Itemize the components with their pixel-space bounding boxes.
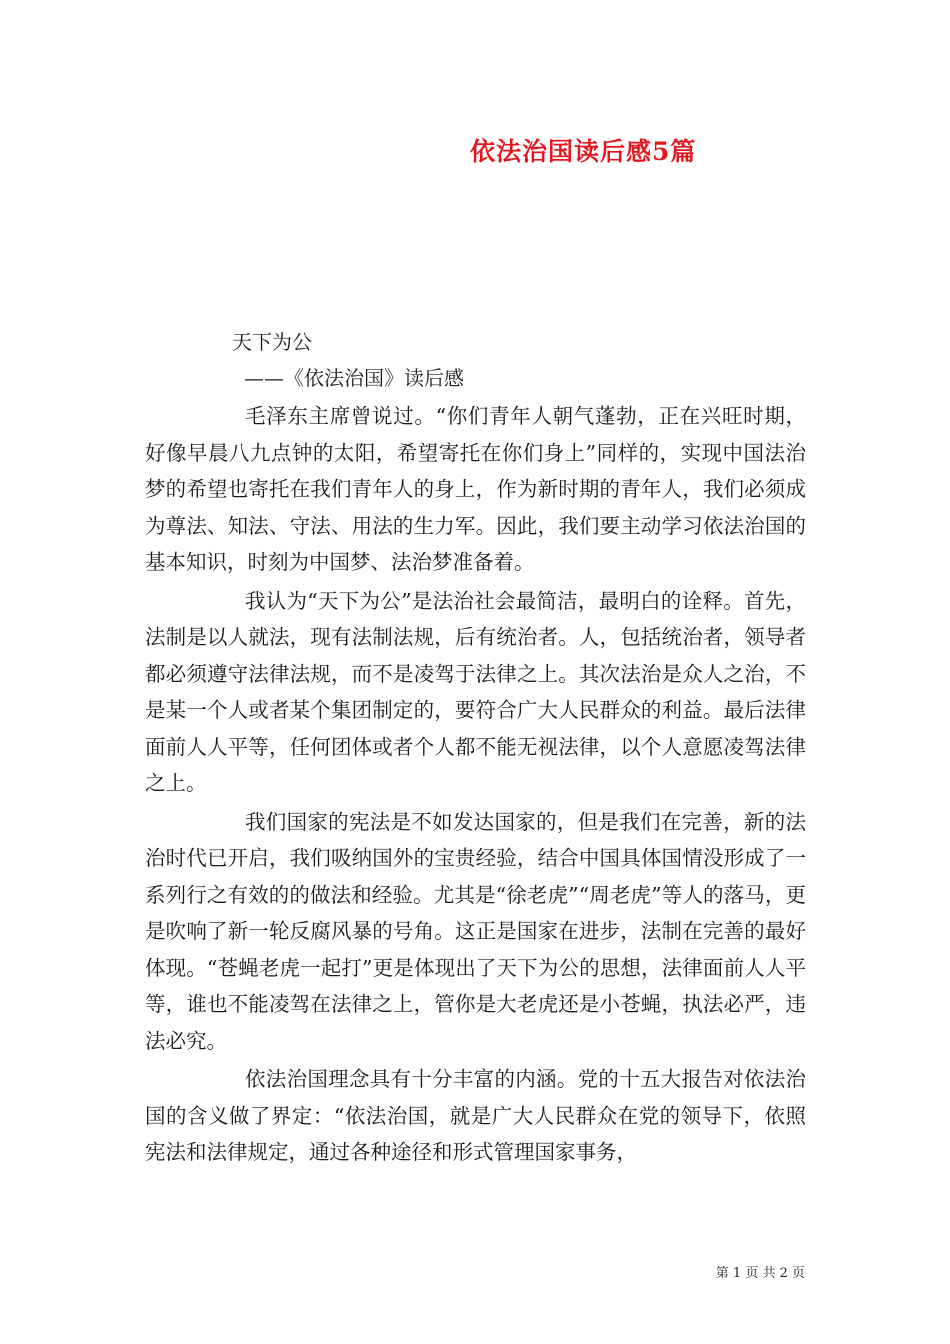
document-title: 依法治国读后感5篇 xyxy=(470,137,697,166)
paragraph-3: 我们国家的宪法是不如发达国家的，但是我们在完善，新的法治时代已开启，我们吸纳国外的宝贵经验，结合中国具体国情没形成了一系列行之有效的的做法和经验。尤其是“徐老虎”“周老虎”等人的落马，更是吹响了新一轮反腐风暴的号角。这正是国家在进步，法制在完善的最好体现。“苍蝇老虎一起打”更是体现出了天下为公的思想，法律面前人人平等，谁也不能凌驾在法律之上，管你是大老虎还是小苍蝇，执法必严，违法必究。 xyxy=(145,809,806,1053)
document-body xyxy=(145,398,806,1171)
paragraph-4: 依法治国理念具有十分丰富的内涵。党的十五大报告对依法治国的含义做了界定：“依法治国，就是广大人民群众在党的领导下，依照宪法和法律规定，通过各种途径和形式管理国家事务， xyxy=(145,1067,806,1164)
essay-title: 天下为公 xyxy=(232,330,312,354)
page-number: 第 1 页 共 2 页 xyxy=(715,1266,805,1281)
essay-subheading: ——《依法治国》读后感 xyxy=(244,366,464,390)
paragraph-2: 我认为“天下为公”是法治社会最简洁，最明白的诠释。首先，法制是以人就法，现有法制法规，后有统治者。人，包括统治者，领导者都必须遵守法律法规，而不是凌驾于法律之上。其次法治是众人之治，不是某一个人或者某个集团制定的，要符合广大人民群众的利益。最后法律面前人人平等，任何团体或者个人都不能无视法律，以个人意愿凌驾法律之上。 xyxy=(145,588,806,795)
paragraph-1: 毛泽东主席曾说过。“你们青年人朝气蓬勃，正在兴旺时期，好像早晨八九点钟的太阳，希望寄托在你们身上”同样的，实现中国法治梦的希望也寄托在我们青年人的身上，作为新时期的青年人，我们必须成为尊法、知法、守法、用法的生力军。因此，我们要主动学习依法治国的基本知识，时刻为中国梦、法治梦准备着。 xyxy=(145,404,806,574)
